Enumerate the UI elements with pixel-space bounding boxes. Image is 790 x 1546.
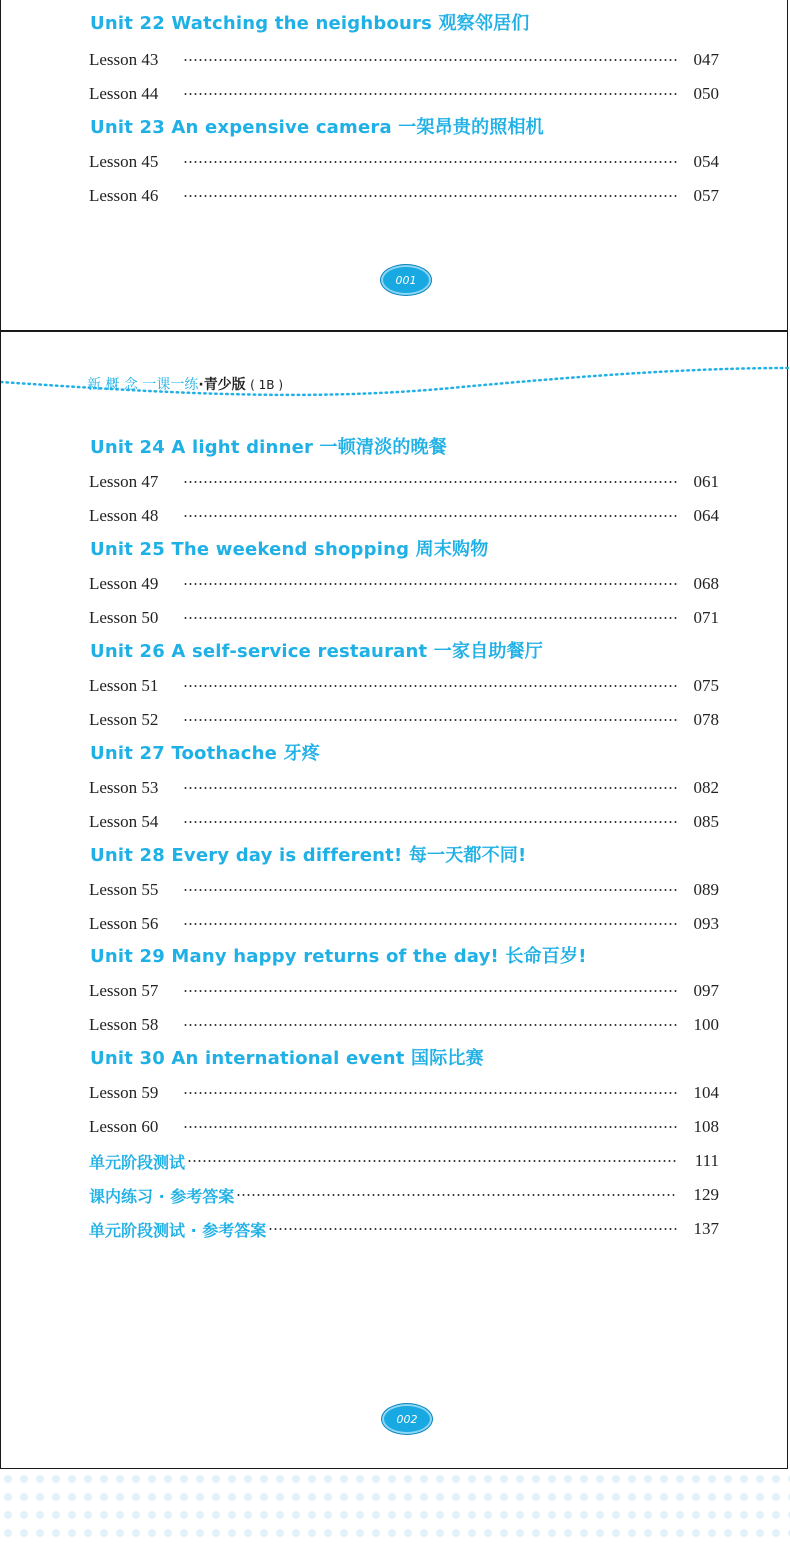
- unit-heading: Unit 25 The weekend shopping 周末购物: [90, 539, 489, 560]
- page-ref: 061: [693, 472, 719, 491]
- extra-row[interactable]: [89, 1184, 719, 1206]
- lesson-row[interactable]: [89, 811, 719, 833]
- extra-label: 单元阶段测试: [89, 1152, 186, 1172]
- unit-heading: Unit 23 An expensive camera 一架昂贵的照相机: [90, 117, 544, 138]
- page-ref: 137: [693, 1219, 719, 1238]
- page-ref: 093: [693, 914, 719, 933]
- lesson-label: Lesson 47: [89, 472, 159, 491]
- dot-leader: [183, 481, 677, 483]
- dot-leader: [183, 59, 677, 61]
- lesson-row[interactable]: [89, 675, 719, 697]
- dot-leader: [183, 1092, 677, 1094]
- page-ref: 071: [693, 608, 719, 627]
- dot-leader: [183, 515, 677, 517]
- series-name: 新 概 念: [87, 377, 138, 393]
- lesson-label: Lesson 49: [89, 574, 159, 593]
- lesson-row[interactable]: [89, 471, 719, 493]
- lesson-row[interactable]: [89, 49, 719, 71]
- dot-leader: [236, 1194, 677, 1196]
- unit-heading: Unit 22 Watching the neighbours 观察邻居们: [90, 13, 530, 34]
- page-ref: 078: [693, 710, 719, 729]
- unit-heading: Unit 27 Toothache 牙疼: [90, 743, 320, 764]
- book-subtitle: 一课一练: [142, 377, 199, 393]
- extra-row[interactable]: [89, 1150, 719, 1172]
- extra-label: 单元阶段测试 · 参考答案: [89, 1220, 267, 1240]
- page-ref: 104: [693, 1083, 719, 1102]
- lesson-label: Lesson 43: [89, 50, 159, 69]
- lesson-row[interactable]: [89, 573, 719, 595]
- dot-leader: [183, 583, 677, 585]
- edition-label: 青少版: [203, 377, 246, 393]
- page-ref: 082: [693, 778, 719, 797]
- page-ref: 050: [693, 84, 719, 103]
- dot-leader: [183, 990, 677, 992]
- lesson-label: Lesson 44: [89, 84, 159, 103]
- lesson-row[interactable]: [89, 913, 719, 935]
- unit-heading: Unit 30 An international event 国际比赛: [90, 1048, 484, 1069]
- page-ref: 054: [693, 152, 719, 171]
- lesson-row[interactable]: [89, 185, 719, 207]
- unit-heading: Unit 24 A light dinner 一顿清淡的晚餐: [90, 437, 447, 458]
- lesson-row[interactable]: [89, 980, 719, 1002]
- page-ref: 068: [693, 574, 719, 593]
- lesson-label: Lesson 46: [89, 186, 159, 205]
- dot-leader: [183, 1024, 677, 1026]
- page-ref: 111: [694, 1151, 719, 1170]
- lesson-row[interactable]: [89, 505, 719, 527]
- lesson-row[interactable]: [89, 83, 719, 105]
- dot-leader: [183, 923, 677, 925]
- dot-leader: [183, 685, 677, 687]
- lesson-label: Lesson 52: [89, 710, 159, 729]
- page-ref: 057: [693, 186, 719, 205]
- unit-heading: Unit 28 Every day is different! 每一天都不同!: [90, 845, 527, 866]
- page-ref: 085: [693, 812, 719, 831]
- lesson-row[interactable]: [89, 607, 719, 629]
- dot-leader: [183, 161, 677, 163]
- volume-label: ( 1B ): [250, 378, 283, 392]
- page-ref: 100: [693, 1015, 719, 1034]
- lesson-label: Lesson 60: [89, 1117, 159, 1136]
- page-ref: 129: [693, 1185, 719, 1204]
- lesson-label: Lesson 50: [89, 608, 159, 627]
- dot-leader: [183, 719, 677, 721]
- dot-leader: [183, 195, 677, 197]
- dot-leader: [187, 1160, 677, 1162]
- page-ref: 108: [693, 1117, 719, 1136]
- unit-heading: Unit 29 Many happy returns of the day! 长命百岁!: [90, 946, 587, 967]
- extra-row[interactable]: [89, 1218, 719, 1240]
- lesson-label: Lesson 51: [89, 676, 159, 695]
- lesson-row[interactable]: [89, 151, 719, 173]
- lesson-row[interactable]: [89, 709, 719, 731]
- page-ref: 064: [693, 506, 719, 525]
- page-ref: 047: [693, 50, 719, 69]
- dot-pattern-background: [0, 1470, 790, 1546]
- dot-leader: [183, 617, 677, 619]
- lesson-label: Lesson 54: [89, 812, 159, 831]
- lesson-row[interactable]: [89, 879, 719, 901]
- toc-page-1: [0, 0, 788, 331]
- dot-leader: [183, 787, 677, 789]
- lesson-label: Lesson 58: [89, 1015, 159, 1034]
- lesson-label: Lesson 55: [89, 880, 159, 899]
- page-ref: 089: [693, 880, 719, 899]
- lesson-label: Lesson 45: [89, 152, 159, 171]
- dot-leader: [268, 1228, 677, 1230]
- dot-leader: [183, 93, 677, 95]
- lesson-label: Lesson 53: [89, 778, 159, 797]
- page-number-badge: 001: [380, 264, 432, 296]
- dot-leader: [183, 889, 677, 891]
- lesson-label: Lesson 56: [89, 914, 159, 933]
- lesson-label: Lesson 48: [89, 506, 159, 525]
- book-header: 新 概 念 一课一练·青少版 ( 1B ): [87, 377, 283, 393]
- page-number-badge: 002: [381, 1403, 433, 1435]
- lesson-row[interactable]: [89, 1014, 719, 1036]
- lesson-label: Lesson 57: [89, 981, 159, 1000]
- lesson-row[interactable]: [89, 1116, 719, 1138]
- lesson-row[interactable]: [89, 777, 719, 799]
- toc-page-2: [0, 331, 788, 1469]
- dot-leader: [183, 821, 677, 823]
- page-ref: 075: [693, 676, 719, 695]
- dot-leader: [183, 1126, 677, 1128]
- lesson-row[interactable]: [89, 1082, 719, 1104]
- extra-label: 课内练习 · 参考答案: [89, 1186, 235, 1206]
- lesson-label: Lesson 59: [89, 1083, 159, 1102]
- page-ref: 097: [693, 981, 719, 1000]
- unit-heading: Unit 26 A self-service restaurant 一家自助餐厅: [90, 641, 543, 662]
